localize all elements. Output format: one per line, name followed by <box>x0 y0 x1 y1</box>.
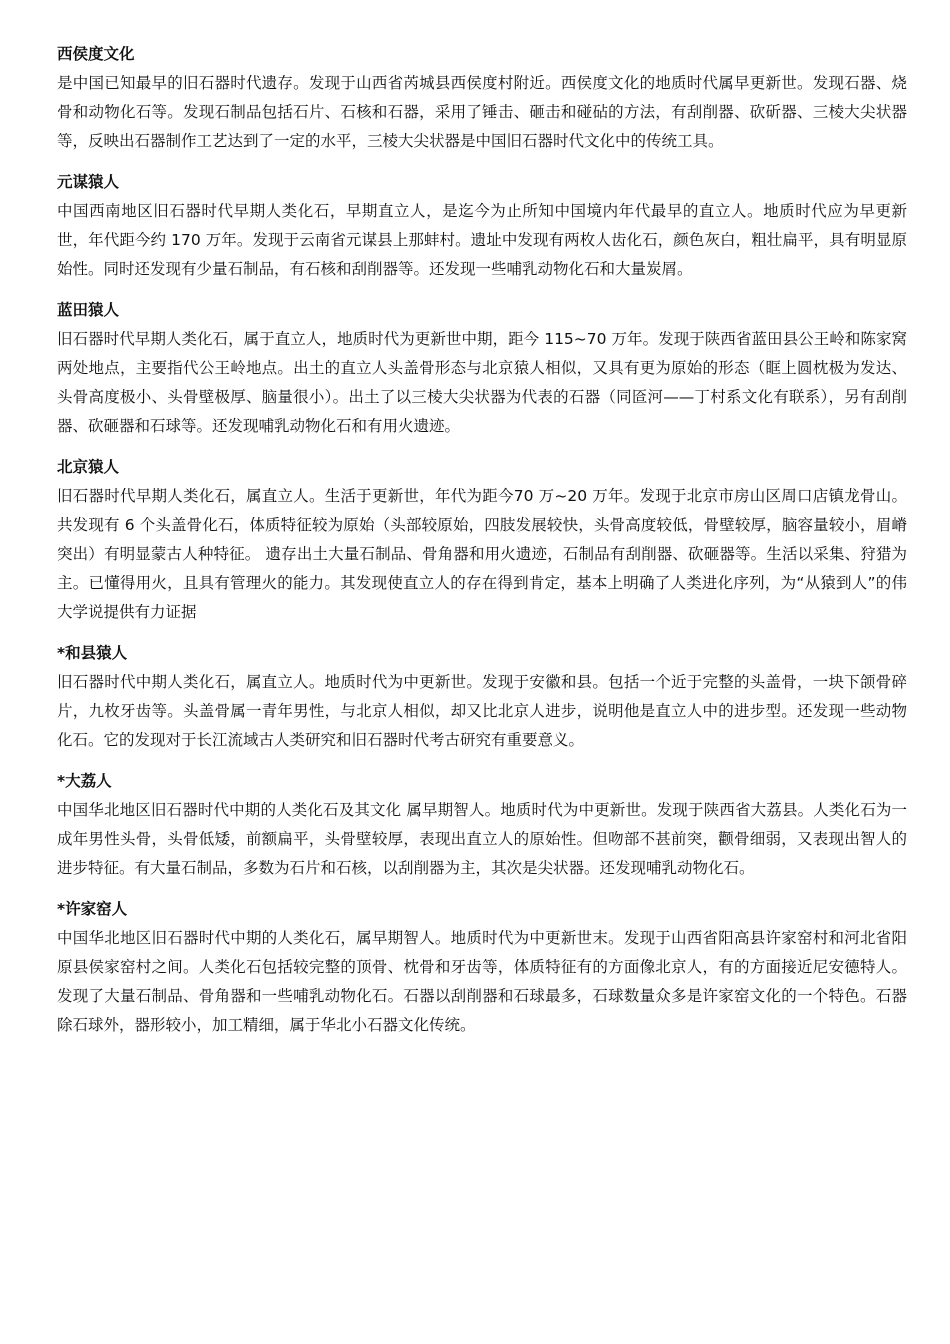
section-yuanmou <box>57 168 907 284</box>
section-text: 中国华北地区旧石器时代中期的人类化石及其文化 属早期智人。地质时代为中更新世。发现于陕西省大荔县。人类化石为一成年男性头骨，头骨低矮，前额扁平，头骨壁较厚，表现出直立人的原始性。但吻部不甚前突，颧骨细弱，又表现出智人的进步特征。有大量石制品，多数为石片和石核，以刮削器为主，其次是尖状器。还发现哺乳动物化石。 <box>57 801 907 877</box>
section-beijing <box>57 453 907 627</box>
section-text: 是中国已知最早的旧石器时代遗存。发现于山西省芮城县西侯度村附近。西侯度文化的地质时代属早更新世。发现石器、烧骨和动物化石等。发现石制品包括石片、石核和石器，采用了锤击、砸击和碰砧的方法，有刮削器、砍斫器、三棱大尖状器等，反映出石器制作工艺达到了一定的水平，三棱大尖状器是中国旧石器时代文化中的传统工具。 <box>57 74 907 150</box>
section-title: *许家窑人 <box>57 900 128 918</box>
section-title: 北京猿人 <box>57 458 120 476</box>
document-body <box>57 40 907 1052</box>
section-text: 旧石器时代中期人类化石，属直立人。地质时代为中更新世。发现于安徽和县。包括一个近于完整的头盖骨，一块下颌骨碎片，九枚牙齿等。头盖骨属一青年男性，与北京人相似，却又比北京人进步，说明他是直立人中的进步型。还发现一些动物化石。它的发现对于长江流域古人类研究和旧石器时代考古研究有重要意义。 <box>57 673 907 749</box>
section-title: *和县猿人 <box>57 644 128 662</box>
section-xihoudu <box>57 40 907 156</box>
section-xujiayao <box>57 895 907 1040</box>
section-title: 元谋猿人 <box>57 173 120 191</box>
section-text: 旧石器时代早期人类化石，属直立人。生活于更新世，年代为距今70 万~20 万年。发现于北京市房山区周口店镇龙骨山。共发现有 6 个头盖骨化石，体质特征较为原始（头部较原始，四肢发展较快，头骨高度较低，骨壁较厚，脑容量较小，眉嵴突出）有明显蒙古人种特征。 遗存出土大量石制品、骨角器和用火遗迹，石制品有刮削器、砍砸器等。生活以采集、狩猎为主。已懂得用火，且具有管理火的能力。其发现使直立人的存在得到肯定，基本上明确了人类进化序列，为“从猿到人”的伟大学说提供有力证据 <box>57 487 907 621</box>
section-hexian <box>57 639 907 755</box>
section-text: 中国西南地区旧石器时代早期人类化石，早期直立人，是迄今为止所知中国境内年代最早的直立人。地质时代应为早更新世，年代距今约 170 万年。发现于云南省元谋县上那蚌村。遗址中发现有两枚人齿化石，颜色灰白，粗壮扁平，具有明显原始性。同时还发现有少量石制品，有石核和刮削器等。还发现一些哺乳动物化石和大量炭屑。 <box>57 202 907 278</box>
section-text: 中国华北地区旧石器时代中期的人类化石，属早期智人。地质时代为中更新世末。发现于山西省阳高县许家窑村和河北省阳原县侯家窑村之间。人类化石包括较完整的顶骨、枕骨和牙齿等，体质特征有的方面像北京人，有的方面接近尼安德特人。发现了大量石制品、骨角器和一些哺乳动物化石。石器以刮削器和石球最多，石球数量众多是许家窑文化的一个特色。石器除石球外，器形较小，加工精细，属于华北小石器文化传统。 <box>57 929 907 1034</box>
section-title: 蓝田猿人 <box>57 301 120 319</box>
section-title: *大荔人 <box>57 772 112 790</box>
section-text: 旧石器时代早期人类化石，属于直立人，地质时代为更新世中期，距今 115~70 万年。发现于陕西省蓝田县公王岭和陈家窝两处地点，主要指代公王岭地点。出土的直立人头盖骨形态与北京猿人相似，又具有更为原始的形态（眶上圆枕极为发达、头骨高度极小、头骨壁极厚、脑量很小）。出土了以三棱大尖状器为代表的石器（同匼河——丁村系文化有联系），另有刮削器、砍砸器和石球等。还发现哺乳动物化石和有用火遗迹。 <box>57 330 907 435</box>
section-dali <box>57 767 907 883</box>
section-lantian <box>57 296 907 441</box>
section-title: 西侯度文化 <box>57 45 135 63</box>
